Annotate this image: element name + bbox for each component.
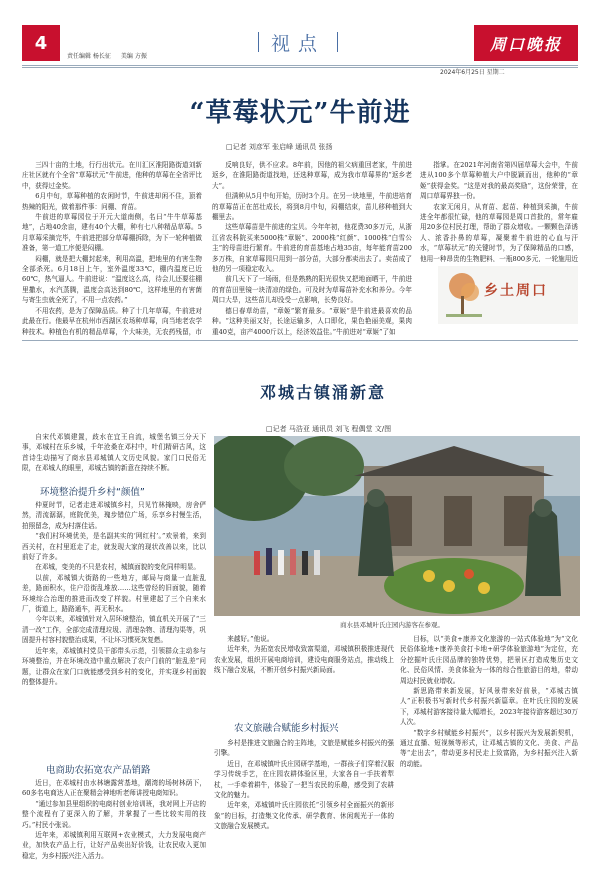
- article1-byline: □记者 刘彦军 张启峰 通讯员 张扬: [226, 143, 333, 151]
- paragraph: 这些草莓苗是牛前进的宝贝。今年年初，他花费30多万元，从浙江省农科院买来5000株“章姬”、2000株“红颜”、1000株“白雪公主”的母苗进行繁育。牛前进的育苗基地占地35亩，每年能育苗200多万株，自家草莓园只用到一部分苗，大部分都卖出去了。卖苗成了他的另一项稳定收入。: [212, 223, 412, 274]
- masthead-logo: 周口晚报: [474, 25, 578, 61]
- section-title: 视点: [248, 29, 348, 56]
- paragraph: 在邓城，变美的不只是农村，城镇面貌的变化同样明显。: [35, 563, 201, 572]
- paragraph: 目标，以“美食+康养文化旅游的一站式体验地”为“文化民俗体验地+康养美食打卡地+研学体验旅游地”为定位，充分挖掘叶氏庄园品牌的独特优势，把景区打造成集历史文化、民俗风情、美食体验为一体的综合性旅游目的地，带动周边村民就业增收。: [400, 635, 578, 685]
- article1-headline: “草莓状元”牛前进: [189, 98, 411, 128]
- paragraph: 来越好。”他说。: [227, 635, 274, 643]
- paragraph: 近年来，邓城镇村党员干部带头示范，引领群众主动参与环境整治，并在环境改造中重点解决了农户门前的“脏乱差”问题，让群众在家门口就能感受到乡村的变化，并实现乡村面貌的整体提升。: [22, 646, 206, 686]
- paragraph: “我们村环境优美，是名副其实的‘网红村’。”欢景着，来到西关村，在村里逛走了走，就发现大家的现状改善以来，比以前好了许多。: [22, 532, 206, 562]
- tree-icon: [444, 270, 484, 320]
- page-number: 4: [22, 25, 60, 61]
- article2-section-2: [22, 778, 206, 876]
- paragraph: “通过参加县里组织的电商村创业培训班，我对网上开店的整个流程有了更深入的了解，并掌握了一些比较实用的技巧。”村民小张说。: [22, 799, 206, 829]
- article2-column-3: [400, 634, 578, 876]
- issue-date: 2024年6月25日 星期二: [440, 69, 505, 76]
- article1-column-2: [212, 160, 412, 338]
- header-divider: [22, 65, 578, 66]
- rural-zhoukou-promo: [438, 266, 578, 324]
- subhead-environment: 环境整治提升乡村“颜值”: [40, 487, 145, 498]
- article2-column-2-top: [214, 634, 394, 674]
- paragraph: 不用农药，是为了保障品质。种了十几年草莓，牛前进对此最在行。他最早在杭州市西湖区农场种草莓，向当地老农学种技术。种植色有机的精品草莓，个大味美，无农药残留，市: [22, 306, 202, 336]
- village-tourism-photo: [214, 436, 580, 616]
- article1-column-1: [22, 160, 202, 338]
- article2-headline: 邓城古镇涌新意: [260, 383, 387, 402]
- paragraph: 今年以来，邓城镇针对入居环境整治，镇直机关开展了“三清一改”工作，全部完成清理垃圾、清理杂物、清理沟渠等，巩固提升村容村貌整治成果，不让坏习惯死灰复燃。: [22, 615, 206, 645]
- designer-label: 美编 方振: [120, 53, 147, 60]
- photo-illustration: [214, 436, 580, 616]
- paragraph: 近日，在邓城村由水林塘露营基地，潮湾的场树林荫下，60多名电商达人正在聚精会神地听老师讲授电商知识。: [22, 779, 206, 798]
- article2-section-1: [22, 500, 206, 756]
- article2-intro: [22, 432, 206, 478]
- paragraph: 以前，邓城镇大街路的一些地方，邮局与商量一直脏乱差，路面积水，住户沿街乱堆放……这些曾经的旧面貌，随着环境综合治理的推进而改变了样貌。村里建起了三个自来水厂，街道上，路路通车，再无积水。: [22, 573, 206, 614]
- paragraph: 牛前进的草莓园位于开元大道南侧，名曰“牛牛草莓基地”，占地40余亩，建有40个大棚，种有七八种精品草莓。5月草莓采摘完毕，牛前进把部分草莓棚拆除，为下一轮种植做准备，第一道工序便是闷棚。: [22, 213, 202, 253]
- header-divider-secondary: [22, 67, 578, 68]
- paragraph: 乡村是推进文旅融合的主阵地，文旅是赋能乡村振兴的强引擎。: [214, 739, 394, 758]
- paragraph: 但满种从5月中旬开始，历时3个月。在另一块地里，牛前进培育的草莓苗正在茁壮成长，将到8月中旬，闷棚结束，苗儿移种植到大棚里去。: [212, 192, 412, 222]
- subhead-culture-tourism: 农文旅融合赋能乡村振兴: [234, 723, 339, 734]
- paragraph: 自宋代邓镇建置，歧水在宜王自流，城堡名镇三分天下事，邓城村在乐乡城，千年沧桑在邓村中，叶们精研古风，这首诗生动描写了商水县邓城镇人文历史风貌。家门口民俗无限，在邓城人的眼里，邓城古镇的新意在持续不断。: [22, 433, 206, 473]
- photo-caption: 商水县邓城叶氏庄园内游客在参观。: [340, 621, 444, 629]
- paragraph: 前几天下了一场雨，但是熟熟的阳光很快又把地面晒干，牛前进的育苗田里镜一块清凉的绿色。可及时为草莓苗补充水和养分。今年周口大旱，这些苗儿却没受一点影响，长势良好。: [212, 275, 412, 305]
- subhead-ecommerce: 电商助农拓宽农产品销路: [46, 765, 151, 776]
- article1-column-3: [420, 160, 578, 262]
- paragraph: “数字乡村赋能乡村振兴”，以乡村振兴为发展新契机，通过直播、短视频等形式，让邓城古镇的文化、美食、产品等“走出去”，带动更多村民走上致富路，为乡村振兴注入新的动能。: [400, 728, 578, 768]
- paragraph: 6月中旬，草莓种植的农闲时节，牛前进却闲不住，顶着热辣的阳光，做着那件事：问棚、育苗。: [22, 192, 202, 211]
- editor-label: 责任编辑 杨长征: [67, 53, 111, 60]
- paragraph: 近年来，邓城镇利用互联网+农业模式，大力发展电商产业，加快农产品上行，让好产品卖出好价钱，让农民收入更加稳定，为乡村振兴注入活力。: [22, 831, 206, 860]
- paragraph: 农家无闲月，从育苗、起苗、种植到采摘，牛前进全年都很忙碌，他的草莓园是周口首批的，常年雇用20多位村民打理，帮助了群众增收。一颗颗色泽诱人、浓香扑鼻的草莓，凝聚着牛前进的心血与汗水，“草莓状元”的关键时节，为了保障精品的口感，他用一种昂贵的生物肥料，一瓶800多元，一轮施用近: [420, 202, 578, 262]
- paragraph: 近年来，为拓宽农民增收致富渠道，邓城镇积极推进现代农业发展，组织开展电商培训，建设电商服务站点，推动线上线下融合发展，不断开创乡村振兴新局面。: [214, 645, 394, 674]
- article2-byline: □记者 马浩亚 通讯员 刘飞 程偶堂 文/图: [266, 425, 392, 433]
- paragraph: 三四十亩的土地，行行出状元。在川汇区淮阳路街道刘新庄社区就有个全省“草莓状元”牛前进，他种的草莓在全省评比中，获得过金奖。: [22, 161, 202, 190]
- paragraph: 闷棚，就是把大棚封起来，利用高温，把地里的有害生物全部杀死。6月18日上午，室外温度33℃，棚内温度已近60℃，热气逼人。牛前进说：“温度这么高，待会儿还要往棚里撒水，水汽蒸腾，温度会高达到80℃，这样地里的有害菌与寄生虫就全死了，不用一点农药。”: [22, 254, 202, 305]
- paragraph: 德日春草幼苗，“章姬”繁育最多。“章姬”是牛前进最喜欢的品种。“这种美丽又好，长途运输多，人口即化，果色艳丽美观，果肉重40克，亩产4000斤以上，经济效益佳。”牛前进对“章姬”了如: [212, 306, 412, 336]
- article-divider: [22, 340, 578, 341]
- paragraph: 近日，在邓城镇叶氏庄园研学基地，一群孩子们穿着汉服学习传统手艺，在庄园农耕体验区里，大家各自一手扶着犁杖，一手牵着耕牛，体验了一把当农民的乐趣，感受到了农耕文化的魅力。: [214, 759, 394, 800]
- paragraph: 指掌。在2021年河南省第四届草莓大会中，牛前进从100多个草莓种植大户中脱颖而出，他种的“章姬”获得金奖。“这是对我的最高奖励”，这份荣誉，在周口草莓界独一份。: [420, 161, 578, 201]
- article2-section-3: [214, 738, 394, 876]
- paragraph: 仲夏时节，记者走进邓城镇乡村，只见竹林掩映，房舍俨然，清流潺潺，庭院优美，瑰步错位广场，乐享乡村慢生活，拍照留念，成为村落佳话。: [22, 501, 206, 530]
- editor-credits: [67, 51, 147, 60]
- paragraph: 反响良好，供不应求。8年前，因他的祖父病重回老家，牛前进返乡，在淮阳路街道找地，还选种草莓，成为我市草莓界的“返乡老大”。: [212, 161, 412, 190]
- promo-label: 乡土周口: [484, 283, 548, 299]
- paragraph: 新思路带来新发展，好风景带来好前景，“邓城古镇人”正积极书写新时代乡村振兴新篇章。在叶氏庄园的发展下，邓城村游客接待量大幅增长，2023年接待游客超过30万人次。: [400, 687, 578, 727]
- paragraph: 近年来，邓城镇叶氏庄园依托“引领乡村全面振兴的新形象”的目标，打造集文化传承、研学教育、休闲观光于一体的文旅融合发展模式。: [214, 801, 394, 831]
